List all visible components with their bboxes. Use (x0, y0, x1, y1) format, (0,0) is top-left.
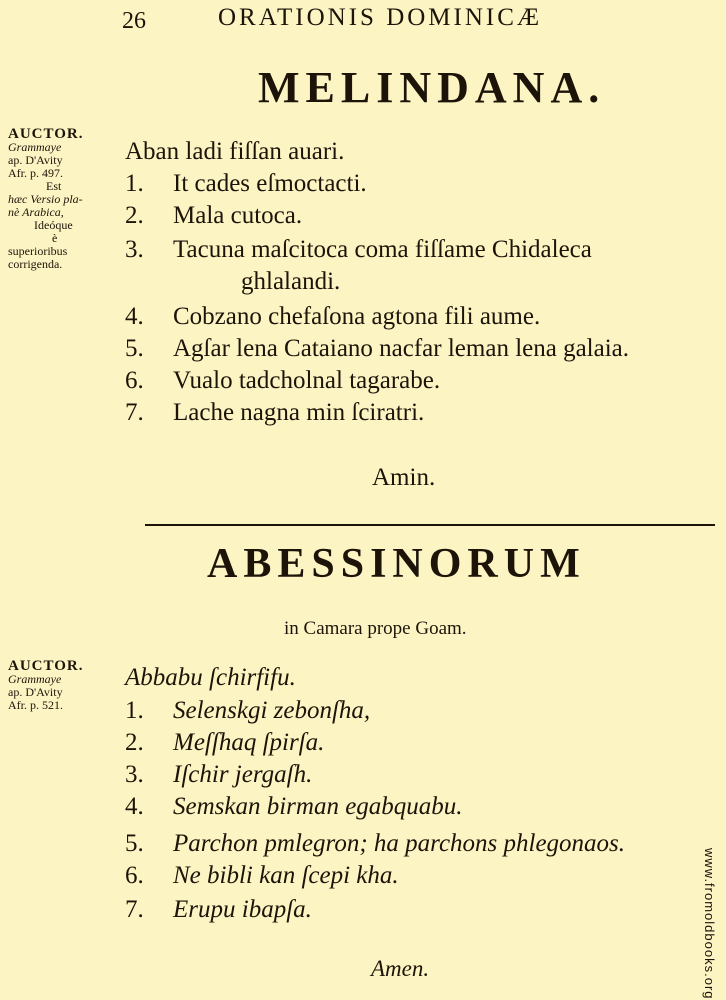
prayer-line-text: Tacuna maſcitoca coma fiſſame Chidaleca (173, 236, 592, 263)
prayer-line-text: Ne bibli kan ſcepi kha. (173, 862, 399, 889)
prayer-line (125, 664, 296, 692)
prayer-line-text: Meſſhaq ſpirſa. (173, 729, 325, 756)
page-number: 26 (122, 8, 146, 34)
prayer-line-continuation: ghlalandi. (241, 268, 341, 295)
prayer-line-text: Aban ladi fiſſan auari. (125, 138, 345, 165)
prayer-line-text: Agſar lena Cataiano nacfar leman lena galaia. (173, 335, 630, 362)
line-number: 5. (125, 335, 144, 362)
line-number: 1. (125, 170, 144, 197)
section-title-melindana: MELINDANA. (258, 63, 606, 112)
sidenote-auctor: AUCTOR. (8, 126, 84, 142)
watermark: www.fromoldbooks.org (702, 848, 717, 1000)
prayer-line (125, 138, 344, 166)
prayer-line (125, 335, 629, 363)
section-title-abessinorum: ABESSINORUM (207, 541, 586, 587)
sidenote-line: Ideóque (34, 218, 73, 232)
prayer-line-text: Lache nagna min ſciratri. (173, 399, 425, 426)
prayer-line (125, 830, 625, 858)
sidenote-abessinorum (8, 660, 83, 712)
running-head: ORATIONIS DOMINICÆ (218, 4, 543, 31)
prayer-line (125, 729, 324, 757)
line-number: 2. (125, 729, 144, 756)
prayer-line (125, 697, 370, 725)
sidenote-melindana (8, 128, 83, 271)
sidenote-line: è (52, 231, 58, 245)
prayer-line (125, 202, 302, 230)
prayer-line (125, 862, 399, 890)
line-number: 3. (125, 761, 144, 788)
sidenote-line: Est (46, 179, 62, 193)
prayer-line-text: Cobzano chefaſona agtona fili aume. (173, 303, 541, 330)
line-number: 3. (125, 236, 144, 263)
prayer-line (125, 170, 367, 198)
prayer-line-text: It cades eſmoctacti. (173, 170, 367, 197)
prayer-line-text: Parchon pmlegron; ha parchons phlegonaos. (173, 830, 626, 857)
sidenote-line: nè Arabica, (8, 205, 64, 219)
prayer-line-text: Erupu ibapſa. (173, 896, 312, 923)
prayer-line-text: Semskan birman egabquabu. (173, 793, 463, 820)
line-number: 6. (125, 367, 144, 394)
prayer-line-text: Vualo tadcholnal tagarabe. (173, 367, 441, 394)
prayer-line (125, 367, 440, 395)
sidenote-line: Afr. p. 497. (8, 166, 63, 180)
prayer-line (125, 896, 312, 924)
prayer-line (125, 761, 312, 789)
amen-abessinorum: Amen. (371, 956, 430, 981)
section-subtitle: in Camara prope Goam. (284, 618, 467, 639)
sidenote-line: Afr. p. 521. (8, 698, 63, 712)
sidenote-line: Grammaye (8, 672, 62, 686)
line-number: 7. (125, 399, 144, 426)
prayer-line (125, 236, 592, 264)
line-number: 4. (125, 793, 144, 820)
line-number: 7. (125, 896, 144, 923)
sidenote-line: hæc Versio pla- (8, 192, 83, 206)
prayer-line-text: Mala cutoca. (173, 202, 303, 229)
line-number: 4. (125, 303, 144, 330)
prayer-line-text: Selenskgi zebonſha, (173, 697, 371, 724)
line-number: 2. (125, 202, 144, 229)
sidenote-line: ap. D'Avity (8, 685, 63, 699)
prayer-line (125, 793, 463, 821)
prayer-line-text: Abbabu ſchirfifu. (125, 664, 296, 691)
sidenote-line: superioribus (8, 244, 68, 258)
sidenote-auctor: AUCTOR. (8, 658, 84, 674)
line-number: 1. (125, 697, 144, 724)
prayer-line (125, 399, 424, 427)
sidenote-line: ap. D'Avity (8, 153, 63, 167)
sidenote-line: Grammaye (8, 140, 62, 154)
amen-melindana: Amin. (372, 464, 436, 491)
sidenote-line: corrigenda. (8, 257, 63, 271)
section-divider (145, 524, 715, 526)
line-number: 5. (125, 830, 144, 857)
line-number: 6. (125, 862, 144, 889)
prayer-line (125, 303, 540, 331)
prayer-line-text: Iſchir jergaſh. (173, 761, 313, 788)
